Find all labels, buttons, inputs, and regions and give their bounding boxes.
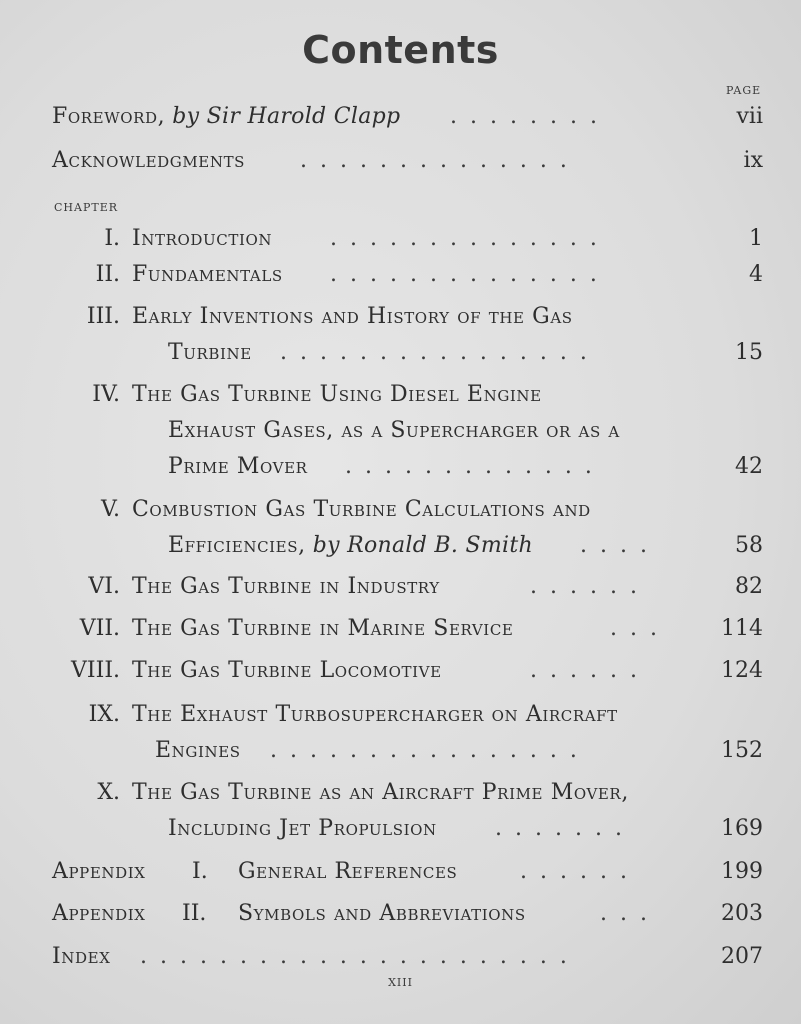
chapter-title-continued: Including Jet Propulsion bbox=[168, 816, 437, 841]
leader-dots: ...... bbox=[530, 574, 650, 599]
chapter-number: V. bbox=[100, 497, 120, 522]
page-folio: xiii bbox=[388, 972, 413, 990]
appendix-label: Appendix bbox=[52, 901, 146, 926]
leader-dots: ................ bbox=[280, 340, 600, 365]
page-number: 15 bbox=[735, 340, 763, 365]
chapter-title-continued: Engines bbox=[155, 738, 241, 763]
chapter-number: II. bbox=[95, 262, 120, 287]
chapter-title-continued: Prime Mover bbox=[168, 454, 308, 479]
page-title: Contents bbox=[302, 28, 499, 72]
chapter-number: IV. bbox=[92, 382, 120, 407]
index-label: Index bbox=[52, 944, 111, 969]
leader-dots: .............. bbox=[330, 262, 610, 287]
appendix-title: General References bbox=[238, 859, 458, 884]
chapter-title: The Exhaust Turbosupercharger on Aircraft bbox=[132, 702, 618, 727]
leader-dots: .............. bbox=[330, 226, 610, 251]
chapter-number: I. bbox=[104, 226, 120, 251]
leader-dots: ...... bbox=[530, 658, 650, 683]
appendix-number: II. bbox=[182, 901, 207, 926]
page-number: ix bbox=[743, 148, 763, 173]
leader-dots: ............. bbox=[345, 454, 605, 479]
chapter-number: X. bbox=[97, 780, 120, 805]
chapter-column-header: CHAPTER bbox=[54, 201, 119, 214]
chapter-title-part: Efficiencies, bbox=[168, 533, 306, 558]
page-number: 42 bbox=[735, 454, 763, 479]
page-number: 1 bbox=[749, 226, 763, 251]
chapter-number: VI. bbox=[88, 574, 120, 599]
chapter-title: The Gas Turbine as an Aircraft Prime Mover, bbox=[132, 780, 629, 805]
foreword-author: by Sir Harold Clapp bbox=[172, 104, 401, 129]
chapter-title: Early Inventions and History of the Gas bbox=[132, 304, 573, 329]
leader-dots: ....... bbox=[495, 816, 635, 841]
chapter-title: Combustion Gas Turbine Calculations and bbox=[132, 497, 591, 522]
leader-dots: .... bbox=[580, 533, 660, 558]
leader-dots: ... bbox=[610, 616, 670, 641]
page-number: 82 bbox=[735, 574, 763, 599]
chapter-title-continued: Exhaust Gases, as a Supercharger or as a bbox=[168, 418, 620, 443]
chapter-number: VIII. bbox=[71, 658, 120, 683]
page-number: 203 bbox=[721, 901, 763, 926]
leader-dots: ........ bbox=[450, 104, 610, 129]
chapter-title: Introduction bbox=[132, 226, 273, 251]
page-number: 58 bbox=[735, 533, 763, 558]
page-number: 152 bbox=[721, 738, 763, 763]
page-number: 169 bbox=[721, 816, 763, 841]
leader-dots: ...................... bbox=[140, 944, 580, 969]
chapter-title: The Gas Turbine in Marine Service bbox=[132, 616, 514, 641]
leader-dots: ................ bbox=[270, 738, 590, 763]
page-number: 207 bbox=[721, 944, 763, 969]
page-number: 124 bbox=[721, 658, 763, 683]
chapter-number: III. bbox=[86, 304, 120, 329]
chapter-number: VII. bbox=[79, 616, 120, 641]
appendix-title: Symbols and Abbreviations bbox=[238, 901, 526, 926]
page-number: 4 bbox=[749, 262, 763, 287]
appendix-number: I. bbox=[192, 859, 208, 884]
page-column-header: PAGE bbox=[726, 84, 762, 97]
chapter-title: The Gas Turbine Locomotive bbox=[132, 658, 442, 683]
appendix-label: Appendix bbox=[52, 859, 146, 884]
toc-entry-foreword bbox=[52, 100, 400, 134]
page-number: 199 bbox=[721, 859, 763, 884]
leader-dots: ... bbox=[600, 901, 660, 926]
leader-dots: .............. bbox=[300, 148, 580, 173]
chapter-title: The Gas Turbine in Industry bbox=[132, 574, 440, 599]
chapter-title-continued bbox=[168, 529, 533, 563]
leader-dots: ...... bbox=[520, 859, 640, 884]
foreword-label: Foreword, bbox=[52, 104, 166, 129]
page-number: vii bbox=[736, 104, 763, 129]
chapter-author: by Ronald B. Smith bbox=[312, 533, 533, 558]
chapter-title: The Gas Turbine Using Diesel Engine bbox=[132, 382, 542, 407]
toc-entry-acknowledgments: Acknowledgments bbox=[52, 148, 246, 173]
page-number: 114 bbox=[721, 616, 763, 641]
chapter-title-continued: Turbine bbox=[168, 340, 252, 365]
chapter-title: Fundamentals bbox=[132, 262, 283, 287]
chapter-number: IX. bbox=[88, 702, 120, 727]
